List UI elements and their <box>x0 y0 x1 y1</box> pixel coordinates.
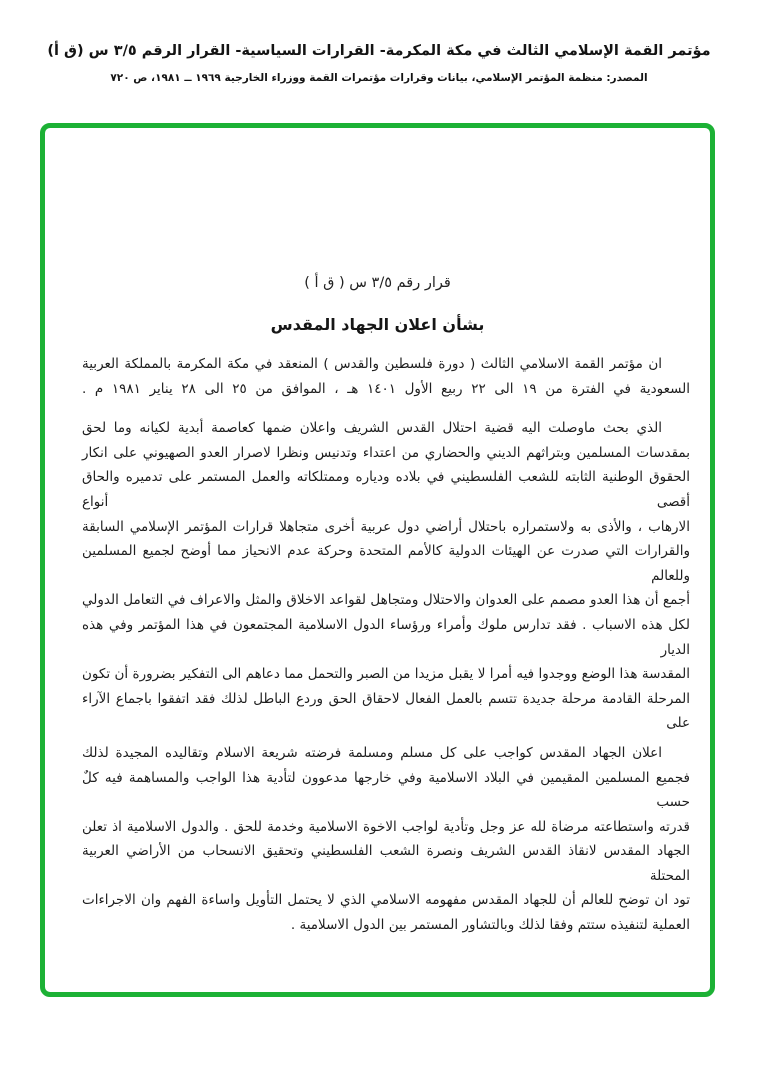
text-line: تود ان توضح للعالم أن للجهاد المقدس مفهومه الاسلامي الذي لا يحتمل التأويل واساءة الفهم وان الاجراءات <box>82 892 690 909</box>
text-line: لكل هذه الاسباب . فقد تدارس ملوك وأمراء ورؤساء الدول الاسلامية المجتمعون في هذا المؤتمر وفي هذه الديار <box>82 616 690 658</box>
text-line: على <box>666 715 690 732</box>
text-line: الجهاد المقدس لانقاذ القدس الشريف ونصرة الشعب الفلسطيني وتحقيق الانسحاب من الأراضي العربية المحتلة <box>82 843 690 884</box>
paragraph-declaration <box>82 741 690 938</box>
text-line: اعلان الجهاد المقدس كواجب على كل مسلم ومسلمة فرضته شريعة الاسلام وتقاليده المجيدة لذلك <box>82 744 662 761</box>
text-line: ان مؤتمر القمة الاسلامي الثالث ( دورة فلسطين والقدس ) المنعقد في مكة المكرمة بالمملكة العربية <box>82 356 662 372</box>
text-line: الذي بحث ماوصلت اليه قضية احتلال القدس الشريف واعلان ضمها كعاصمة أبدية لكيانه وما لحق <box>82 420 662 437</box>
text-line: الارهاب ، والأذى به ولاستمراره باحتلال أراضي دول عربية أخرى متجاهلا قرارات المؤتمر الإسلامي السابقة <box>82 518 690 535</box>
text-line: والقرارات التي صدرت عن الهيئات الدولية كالأمم المتحدة وحركة عدم الانحياز مما أوضح لجميع المسلمين وللعالم <box>82 543 690 584</box>
paragraph-considerations <box>82 416 690 736</box>
decree-body <box>82 352 690 938</box>
header-title: مؤتمر القمة الإسلامي الثالث في مكة المكرمة- القرارات السياسية- القرار الرقم ٣/٥ س (ق أ) <box>47 43 711 59</box>
paragraph-preamble <box>82 352 690 401</box>
text-line: بمقدسات المسلمين وبتراثهم الديني والحضاري من اعتداء وتدنيس ونظرا لاصرار العدو الصهيوني على انكار <box>82 444 690 461</box>
green-frame <box>40 123 715 997</box>
decree-number: قرار رقم ٣/٥ س ( ق أ ) <box>304 275 451 291</box>
text-line: قدرته واستطاعته مرضاة لله عز وجل وتأدية لواجب الاخوة الاسلامية وخدمة للحق . والدول الاسلامية اذ تعلن <box>82 818 690 835</box>
text-line: العملية لتنفيذه ستتم وفقا لذلك وبالتشاور المستمر بين الدول الاسلامية . <box>290 917 690 934</box>
header-source-line: المصدر: منظمة المؤتمر الإسلامي، بيانات وقرارات مؤتمرات القمة ووزراء الخارجية ١٩٦٩ ــ ١٩٨١، ص ٧٢٠ <box>110 72 648 84</box>
text-line: أجمع أن هذا العدو مصمم على العدوان والاحتلال ومتجاهل لقواعد الاخلاق والمثل والاعراف في التعامل الدولي <box>82 592 690 609</box>
text-line: المقدسة هذا الوضع ووجدوا فيه أمرا لا يقبل مزيدا من الصبر والتحمل مما دعاهم الى التفكير بضرورة أن تكون <box>82 666 690 683</box>
source-header <box>0 41 758 85</box>
text-line: الحقوق الوطنية الثابته للشعب الفلسطيني في بلاده ودياره وممتلكاته والعمل المستمر على تدميره والحاق أقصى أنواع <box>82 469 690 510</box>
text-line: فجميع المسلمين المقيمين في البلاد الاسلامية وفي خارجها مدعوون لتأدية هذا الواجب والمساهمة فيه كلٌ حسب <box>82 769 690 811</box>
text-line: المرحلة القادمة مرحلة جديدة تتسم بالعمل الفعال لاحقاق الحق وردع الباطل لذلك فقد اتفقوا باجماع الآراء <box>82 690 690 707</box>
text-line: السعودية في الفترة من ١٩ الى ٢٢ ربيع الأول ١٤٠١ هـ ، الموافق من ٢٥ الى ٢٨ يناير ١٩٨١ م . <box>82 380 691 397</box>
decree-subject-title: بشأن اعلان الجهاد المقدس <box>270 315 485 334</box>
